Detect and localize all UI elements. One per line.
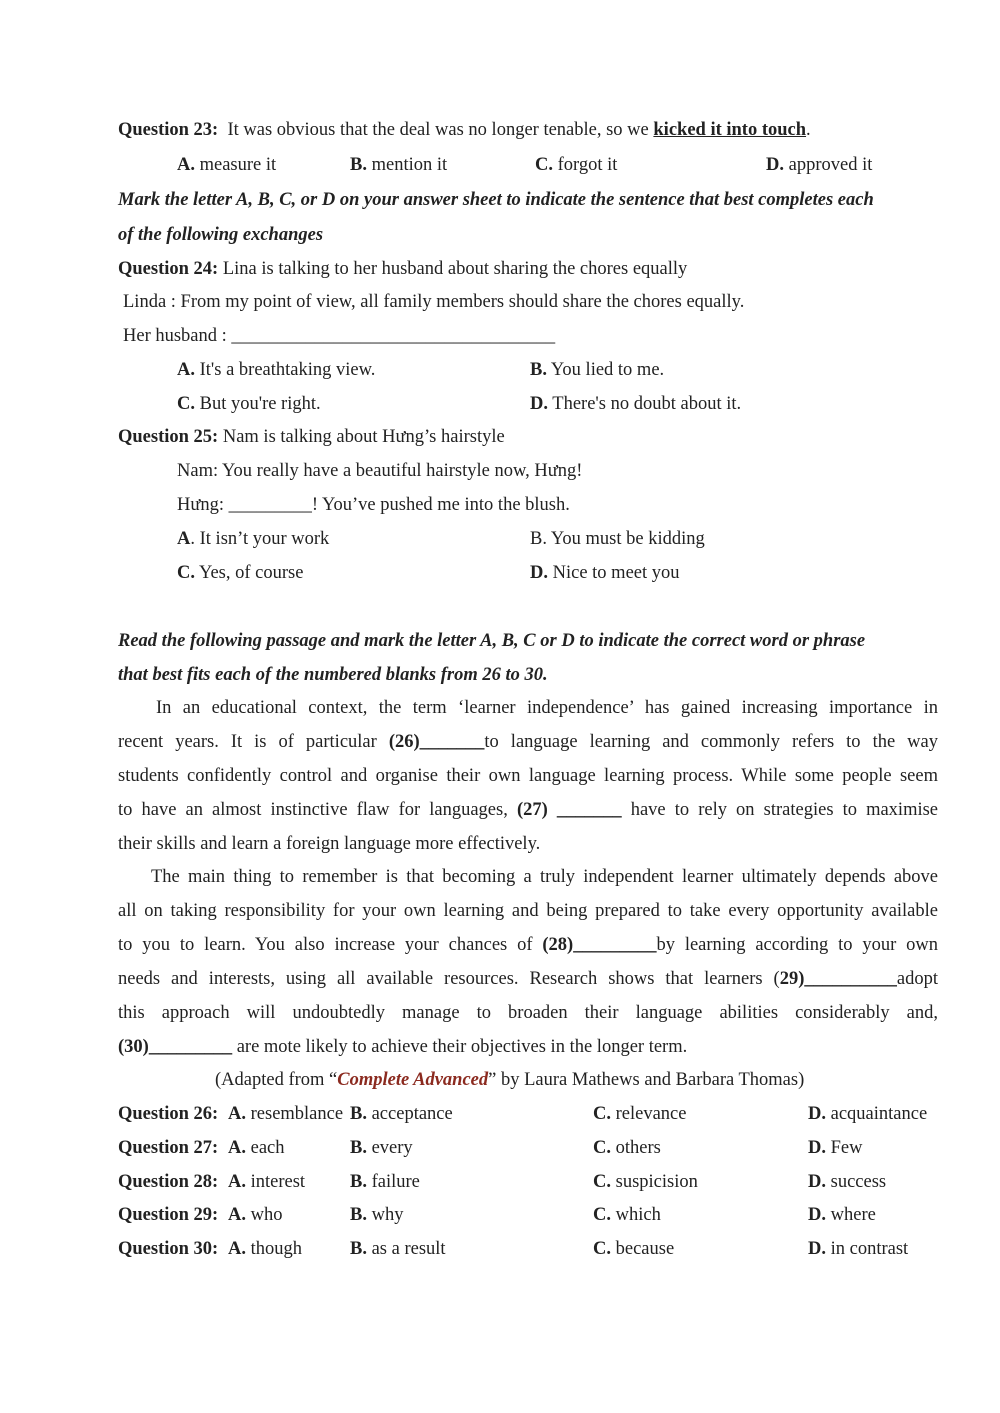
option-letter: C.	[593, 1172, 611, 1192]
option-text: acquaintance	[826, 1104, 928, 1124]
option-text: . It isn’t your work	[190, 529, 330, 549]
option-text: But you're right.	[199, 394, 321, 414]
source-prefix: (Adapted from “	[215, 1070, 338, 1090]
question-23-text: It was obvious that the deal was no longer tenable, so we	[227, 120, 649, 140]
q24-linda-line: Linda : From my point of view, all family members should share the chores equally.	[123, 292, 745, 312]
question-29-label: Question 29:	[118, 1205, 219, 1225]
question-26-label: Question 26:	[118, 1104, 219, 1124]
q28-option-d[interactable]	[808, 1170, 886, 1194]
blank-26[interactable]: (26)_______	[388, 732, 485, 752]
blank-29[interactable]: 29)__________	[779, 969, 897, 989]
q29-option-d[interactable]	[808, 1203, 876, 1227]
blank-30[interactable]: (30)_________	[118, 1037, 233, 1057]
q25-option-b[interactable]	[530, 527, 705, 551]
q26-option-a[interactable]	[228, 1102, 343, 1126]
option-letter: C.	[593, 1104, 611, 1124]
option-text: measure it	[199, 155, 277, 175]
passage-source	[215, 1068, 804, 1092]
q23-option-b[interactable]	[350, 153, 447, 177]
q30-option-d[interactable]	[808, 1237, 908, 1261]
q25-option-c[interactable]	[177, 561, 303, 585]
source-suffix: ” by Laura Mathews and Barbara Thomas)	[488, 1070, 805, 1090]
passage-text: recent years. It is of particular	[118, 732, 377, 752]
q28-option-a[interactable]	[228, 1170, 305, 1194]
passage-p2-line2: all on taking responsibility for your own learning and being prepared to take every opportunity available	[118, 901, 938, 921]
option-text: interest	[246, 1172, 306, 1192]
passage-p1-line2	[118, 730, 938, 754]
q26-option-d[interactable]	[808, 1102, 927, 1126]
option-letter: C.	[593, 1239, 611, 1259]
question-24-label: Question 24:	[118, 259, 219, 279]
passage-p2-line4	[118, 967, 938, 991]
passage-p1-line3: students confidently control and organise their own language learning process. While some people seem	[118, 766, 938, 786]
option-text: suspicision	[611, 1172, 698, 1192]
option-text: Few	[826, 1138, 863, 1158]
option-text: why	[366, 1205, 404, 1225]
option-text: approved it	[788, 155, 873, 175]
q25-hung-line: Hưng: _________! You’ve pushed me into the blush.	[177, 495, 570, 515]
option-text: who	[246, 1205, 283, 1225]
passage-p1-line1: In an educational context, the term ‘learner independence’ has gained increasing importance in	[156, 698, 938, 718]
passage-p2-line3	[118, 933, 938, 957]
passage-text: to have an almost instinctive flaw for languages,	[118, 800, 508, 820]
instruction-passage-line2: that best fits each of the numbered blanks from 26 to 30.	[118, 665, 548, 685]
q27-option-b[interactable]	[350, 1136, 413, 1160]
passage-text: to you to learn. You also increase your chances of	[118, 935, 533, 955]
option-text: Yes, of course	[198, 563, 304, 583]
option-text: forgot it	[557, 155, 618, 175]
option-letter: A.	[177, 155, 195, 175]
option-text: acceptance	[366, 1104, 453, 1124]
q28-option-c[interactable]	[593, 1170, 698, 1194]
instruction-exchanges-line1: Mark the letter A, B, C, or D on your answer sheet to indicate the sentence that best completes each	[118, 190, 874, 210]
passage-text: have to rely on strategies to maximise	[630, 800, 939, 820]
option-text: which	[611, 1205, 661, 1225]
option-letter: B.	[530, 360, 547, 380]
option-letter: B.	[350, 1205, 367, 1225]
q23-option-a[interactable]	[177, 153, 276, 177]
question-23-label: Question 23:	[118, 120, 219, 140]
passage-text: are mote likely to achieve their objectives in the longer term.	[236, 1037, 688, 1057]
option-letter: A	[177, 529, 191, 549]
passage-p1-line4	[118, 798, 938, 822]
question-24-text: Lina is talking to her husband about sharing the chores equally	[222, 259, 688, 279]
question-30-label: Question 30:	[118, 1239, 219, 1259]
option-letter: D.	[530, 563, 548, 583]
q30-option-b[interactable]	[350, 1237, 446, 1261]
option-text: because	[611, 1239, 675, 1259]
passage-text: needs and interests, using all available resources. Research shows that learners (	[118, 969, 780, 989]
option-text: failure	[366, 1172, 420, 1192]
passage-p2-line1: The main thing to remember is that becoming a truly independent learner ultimately depends above	[151, 867, 938, 887]
passage-p2-line6	[118, 1035, 687, 1059]
question-25-text: Nam is talking about Hưng’s hairstyle	[222, 427, 505, 447]
question-24-stem	[118, 257, 687, 281]
option-letter: D.	[808, 1104, 826, 1124]
q26-option-b[interactable]	[350, 1102, 453, 1126]
option-letter: C.	[177, 563, 195, 583]
q30-option-a[interactable]	[228, 1237, 302, 1261]
option-text: where	[826, 1205, 876, 1225]
question-25-label: Question 25:	[118, 427, 219, 447]
option-text: each	[246, 1138, 285, 1158]
q23-option-d[interactable]	[766, 153, 872, 177]
option-text: resemblance	[246, 1104, 344, 1124]
q23-option-c[interactable]	[535, 153, 617, 177]
option-text: You lied to me.	[550, 360, 665, 380]
option-text: There's no doubt about it.	[552, 394, 742, 414]
passage-p2-line5: this approach will undoubtedly manage to broaden their language abilities considerably and,	[118, 1003, 938, 1023]
q27-option-d[interactable]	[808, 1136, 863, 1160]
q24-husband-line: Her husband : ___________________________________	[123, 326, 556, 346]
q25-option-a[interactable]	[177, 527, 329, 551]
option-text: as a result	[366, 1239, 446, 1259]
option-letter: C.	[593, 1138, 611, 1158]
q24-option-a[interactable]	[177, 358, 375, 382]
q24-option-d[interactable]	[530, 392, 741, 416]
option-text: relevance	[611, 1104, 687, 1124]
q28-option-b[interactable]	[350, 1170, 420, 1194]
question-23-period: .	[806, 120, 811, 140]
option-letter: A.	[228, 1104, 246, 1124]
option-letter: D.	[808, 1239, 826, 1259]
q26-option-c[interactable]	[593, 1102, 686, 1126]
q29-option-a[interactable]	[228, 1203, 283, 1227]
option-letter: D.	[808, 1205, 826, 1225]
option-letter: D.	[766, 155, 784, 175]
option-letter: D.	[530, 394, 548, 414]
option-text: Nice to meet you	[552, 563, 680, 583]
option-letter: D.	[808, 1172, 826, 1192]
question-28-label: Question 28:	[118, 1172, 219, 1192]
source-title: Complete Advanced	[337, 1070, 489, 1090]
question-23-stem	[118, 118, 811, 142]
option-letter: D.	[808, 1138, 826, 1158]
option-letter: C.	[593, 1205, 611, 1225]
option-letter: B.	[350, 1172, 367, 1192]
option-text: in contrast	[826, 1239, 909, 1259]
q29-option-b[interactable]	[350, 1203, 403, 1227]
q24-option-c[interactable]	[177, 392, 321, 416]
option-text: It's a breathtaking view.	[199, 360, 376, 380]
passage-text: to language learning and commonly refers to the way	[484, 732, 938, 752]
option-letter: A.	[228, 1239, 246, 1259]
option-letter: C.	[535, 155, 553, 175]
option-text: B. You must be kidding	[530, 529, 705, 549]
option-letter: B.	[350, 1138, 367, 1158]
option-letter: A.	[228, 1172, 246, 1192]
option-text: others	[611, 1138, 661, 1158]
option-letter: A.	[228, 1138, 246, 1158]
passage-text: adopt	[896, 969, 938, 989]
option-text: success	[826, 1172, 887, 1192]
q24-option-b[interactable]	[530, 358, 664, 382]
blank-27[interactable]: (27) _______	[516, 800, 622, 820]
passage-p1-line5: their skills and learn a foreign language more effectively.	[118, 834, 541, 854]
option-letter: B.	[350, 155, 367, 175]
q27-option-a[interactable]	[228, 1136, 285, 1160]
q27-option-c[interactable]	[593, 1136, 661, 1160]
option-text: though	[246, 1239, 303, 1259]
q30-option-c[interactable]	[593, 1237, 674, 1261]
instruction-exchanges-line2: of the following exchanges	[118, 225, 324, 245]
option-letter: C.	[177, 394, 195, 414]
q25-option-d[interactable]	[530, 561, 680, 585]
option-letter: A.	[228, 1205, 246, 1225]
option-letter: B.	[350, 1239, 367, 1259]
passage-text: by learning according to your own	[656, 935, 939, 955]
question-23-phrase: kicked it into touch	[653, 120, 807, 140]
option-text: mention it	[371, 155, 448, 175]
q29-option-c[interactable]	[593, 1203, 661, 1227]
option-text: every	[366, 1138, 413, 1158]
instruction-passage-line1: Read the following passage and mark the letter A, B, C or D to indicate the correct word or phrase	[118, 631, 866, 651]
question-25-stem	[118, 425, 505, 449]
q25-nam-line: Nam: You really have a beautiful hairstyle now, Hưng!	[177, 461, 583, 481]
option-letter: B.	[350, 1104, 367, 1124]
blank-28[interactable]: (28)_________	[542, 935, 657, 955]
option-letter: A.	[177, 360, 195, 380]
question-27-label: Question 27:	[118, 1138, 219, 1158]
